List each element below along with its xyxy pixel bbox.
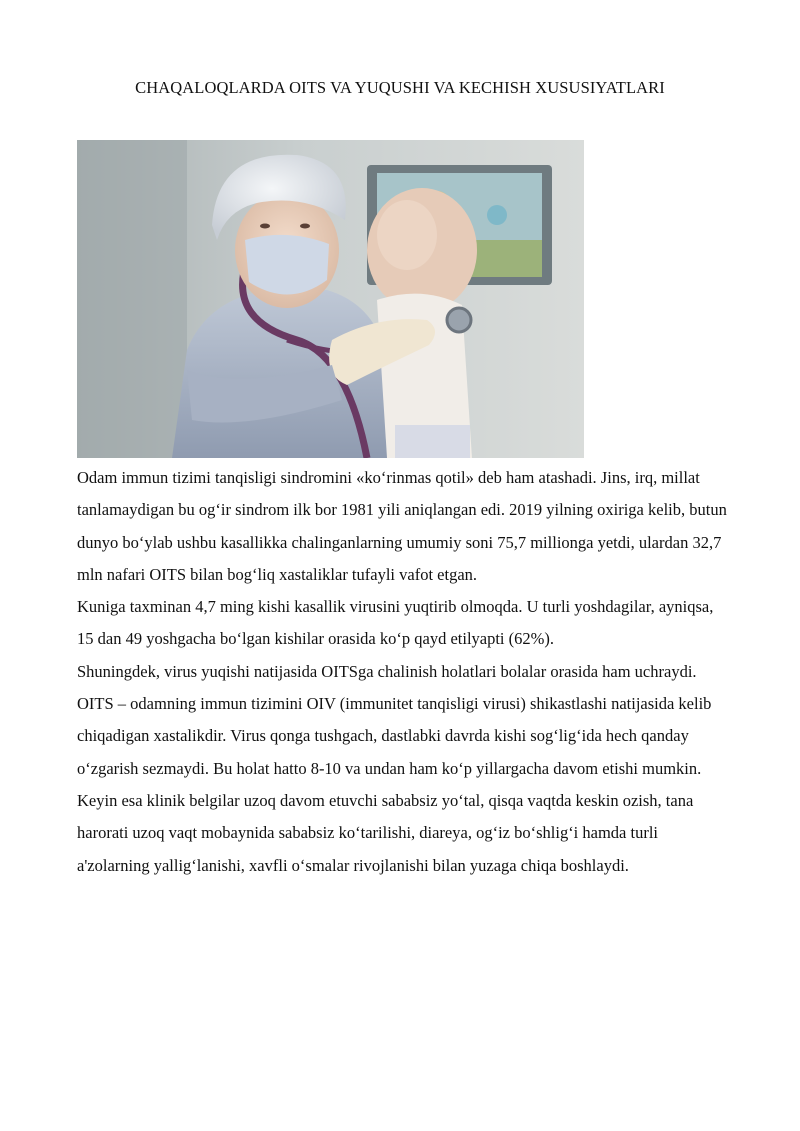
paragraph-3: Shuningdek, virus yuqishi natijasida OITSga chalinish holatlari bolalar orasida ham uchraydi. bbox=[77, 661, 697, 681]
paragraph-2: Kuniga taxminan 4,7 ming kishi kasallik virusini yuqtirib olmoqda. U turli yoshdagilar, ayniqsa, 15 dan 49 yoshgacha bo‘lgan kishilar orasida ko‘p qayd etilyapti (62%). bbox=[77, 597, 714, 649]
doctor-examining-baby-photo bbox=[77, 140, 584, 458]
paragraph-4: OITS – odamning immun tizimini OIV (immunitet tanqisligi virusi) shikastlashi natijasida kelib chiqadigan xastalikdir. Virus qonga tushgach, dastlabki davrda kishi sog‘lig‘ida hech qanday o‘zgarish sezmaydi. Bu holat hatto 8-10 va undan ham ko‘p yillargacha davom etishi mumkin. Keyin esa klinik belgilar uzoq davom etuvchi sababsiz yo‘tal, qisqa vaqtda keskin ozish, tana harorati uzoq vaqt mobaynida sababsiz ko‘tarilishi, diareya, og‘iz bo‘shlig‘i hamda turli a'zolarning yallig‘lanishi, xavfli o‘smalar rivojlanishi bilan yuzaga chiqa boshlaydi. bbox=[77, 694, 712, 875]
paragraph-1: Odam immun tizimi tanqisligi sindromini «ko‘rinmas qotil» deb ham atashadi. Jins, irq, millat tanlamaydigan bu og‘ir sindrom ilk bor 1981 yili aniqlangan edi. 2019 yilning oxiriga kelib, butun dunyo bo‘ylab ushbu kasallikka chalinganlarning umumiy soni 75,7 millionga yetdi, ulardan 32,7 mln nafari OITS bilan bog‘liq xastaliklar tufayli vafot etgan. bbox=[77, 468, 727, 584]
document-title: CHAQALOQLARDA OITS VA YUQUSHI VA KECHISH XUSUSIYATLARI bbox=[135, 78, 665, 97]
document-body bbox=[77, 462, 727, 882]
